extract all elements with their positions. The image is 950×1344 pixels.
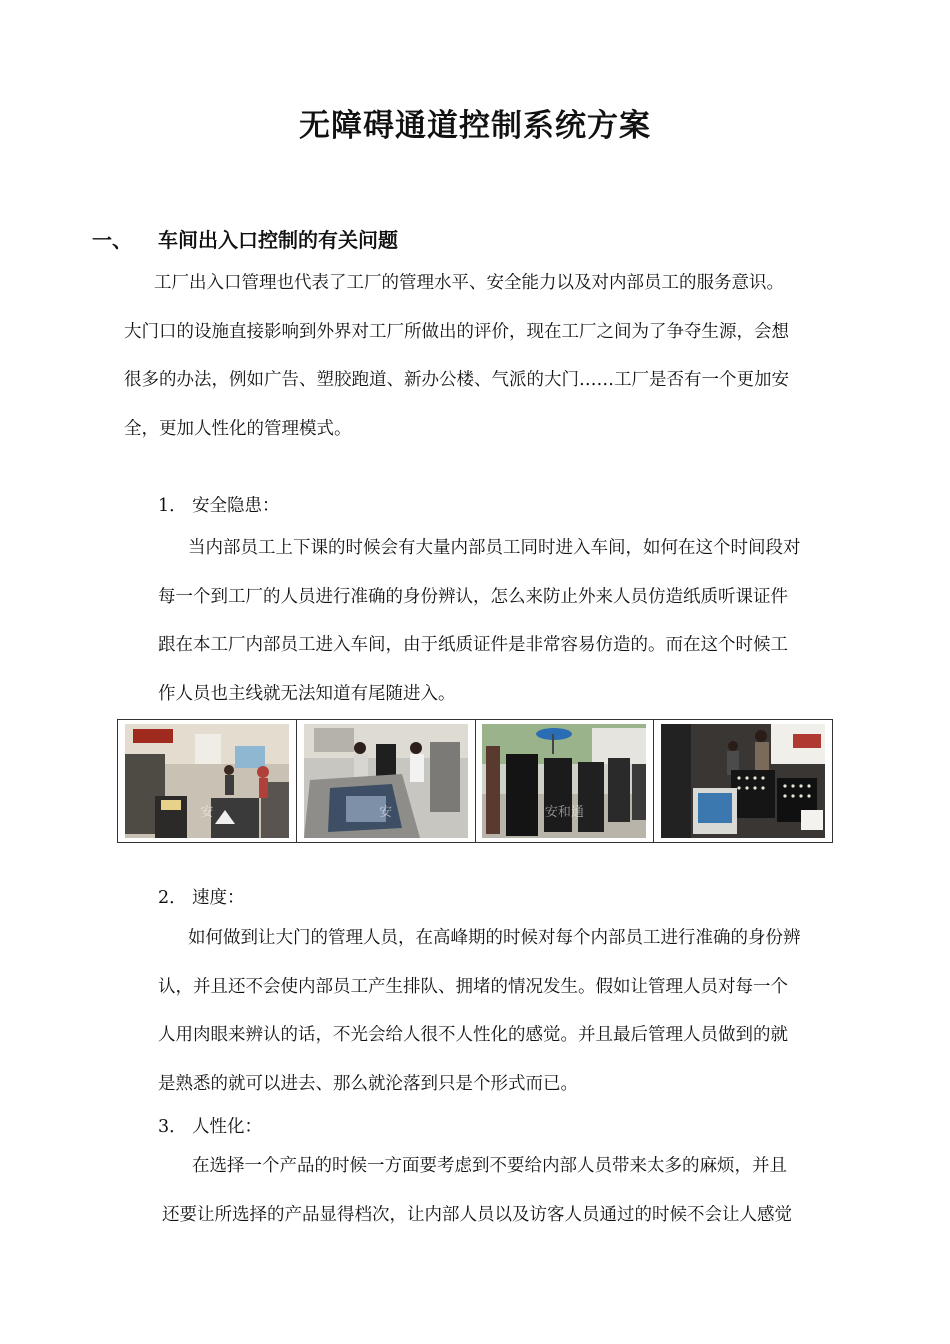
paragraph-line: 作人员也主线就无法知道有尾随进入。 bbox=[158, 683, 456, 704]
photo-watermark: 安 bbox=[379, 805, 393, 820]
photo-watermark: 安和通 bbox=[544, 805, 584, 820]
item-paragraph-humanized bbox=[162, 1142, 862, 1239]
paragraph-line: 当内部员工上下课的时候会有大量内部员工同时进入车间，如何在这个时间段对 bbox=[188, 538, 801, 558]
photo-cell bbox=[476, 720, 655, 842]
item-paragraph-speed bbox=[158, 914, 858, 1108]
paragraph-line: 很多的办法，例如广告、塑胶跑道、新办公楼、气派的大门……工厂是否有一个更加安 bbox=[124, 370, 789, 390]
section-number: 一、 bbox=[92, 228, 132, 252]
turnstile-lobby-photo bbox=[125, 724, 289, 838]
item-number: 3． bbox=[158, 1117, 187, 1137]
kiosk-terminal-photo bbox=[304, 724, 468, 838]
paragraph-line: 跟在本工厂内部员工进入车间，由于纸质证件是非常容易仿造的。而在这个时候工 bbox=[158, 635, 788, 655]
photo-cell bbox=[118, 720, 297, 842]
intro-paragraph bbox=[124, 259, 860, 453]
paragraph-line: 是熟悉的就可以进去、那么就沦落到只是个形式而已。 bbox=[158, 1073, 578, 1094]
paragraph-line: 工厂出入口管理也代表了工厂的管理水平、安全能力以及对内部员工的服务意识。 bbox=[154, 273, 784, 293]
photo-watermark: 安 bbox=[200, 805, 214, 820]
paragraph-line: 人用肉眼来辨认的话，不光会给人很不人性化的感觉。并且最后管理人员做到的就 bbox=[158, 1025, 788, 1045]
paragraph-line: 全，更加人性化的管理模式。 bbox=[124, 418, 352, 439]
section-heading bbox=[92, 224, 398, 253]
paragraph-line: 如何做到让大门的管理人员，在高峰期的时候对每个内部员工进行准确的身份辨 bbox=[188, 928, 801, 948]
item-label: 人性化： bbox=[192, 1117, 262, 1137]
item-label: 安全隐患： bbox=[192, 496, 280, 516]
item-paragraph-security bbox=[158, 524, 858, 718]
page-title: 无障碍通道控制系统方案 bbox=[299, 108, 651, 144]
section-heading-text: 车间出入口控制的有关问题 bbox=[158, 228, 398, 252]
item-number: 2． bbox=[158, 888, 187, 908]
item-number: 1． bbox=[158, 496, 187, 516]
item-heading-speed bbox=[158, 884, 245, 909]
photo-strip bbox=[117, 719, 833, 843]
paragraph-line: 每一个到工厂的人员进行准确的身份辨认，怎么来防止外来人员仿造纸质听课证件 bbox=[158, 586, 788, 607]
paragraph-line: 认，并且还不会使内部员工产生排队、拥堵的情况发生。假如让管理人员对每一个 bbox=[158, 976, 788, 997]
item-heading-security bbox=[158, 492, 280, 517]
paragraph-line: 大门口的设施直接影响到外界对工厂所做出的评价，现在工厂之间为了争夺生源，会想 bbox=[124, 321, 789, 342]
item-heading-humanized bbox=[158, 1113, 262, 1138]
photo-cell bbox=[654, 720, 832, 842]
paragraph-line: 还要让所选择的产品显得档次，让内部人员以及访客人员通过的时候不会让人感觉 bbox=[162, 1204, 792, 1225]
paragraph-line: 在选择一个产品的时候一方面要考虑到不要给内部人员带来太多的麻烦，并且 bbox=[192, 1156, 787, 1176]
photo-cell bbox=[297, 720, 476, 842]
item-label: 速度： bbox=[192, 888, 245, 908]
access-control-desk-photo bbox=[661, 724, 825, 838]
black-gate-panels-photo bbox=[482, 724, 646, 838]
